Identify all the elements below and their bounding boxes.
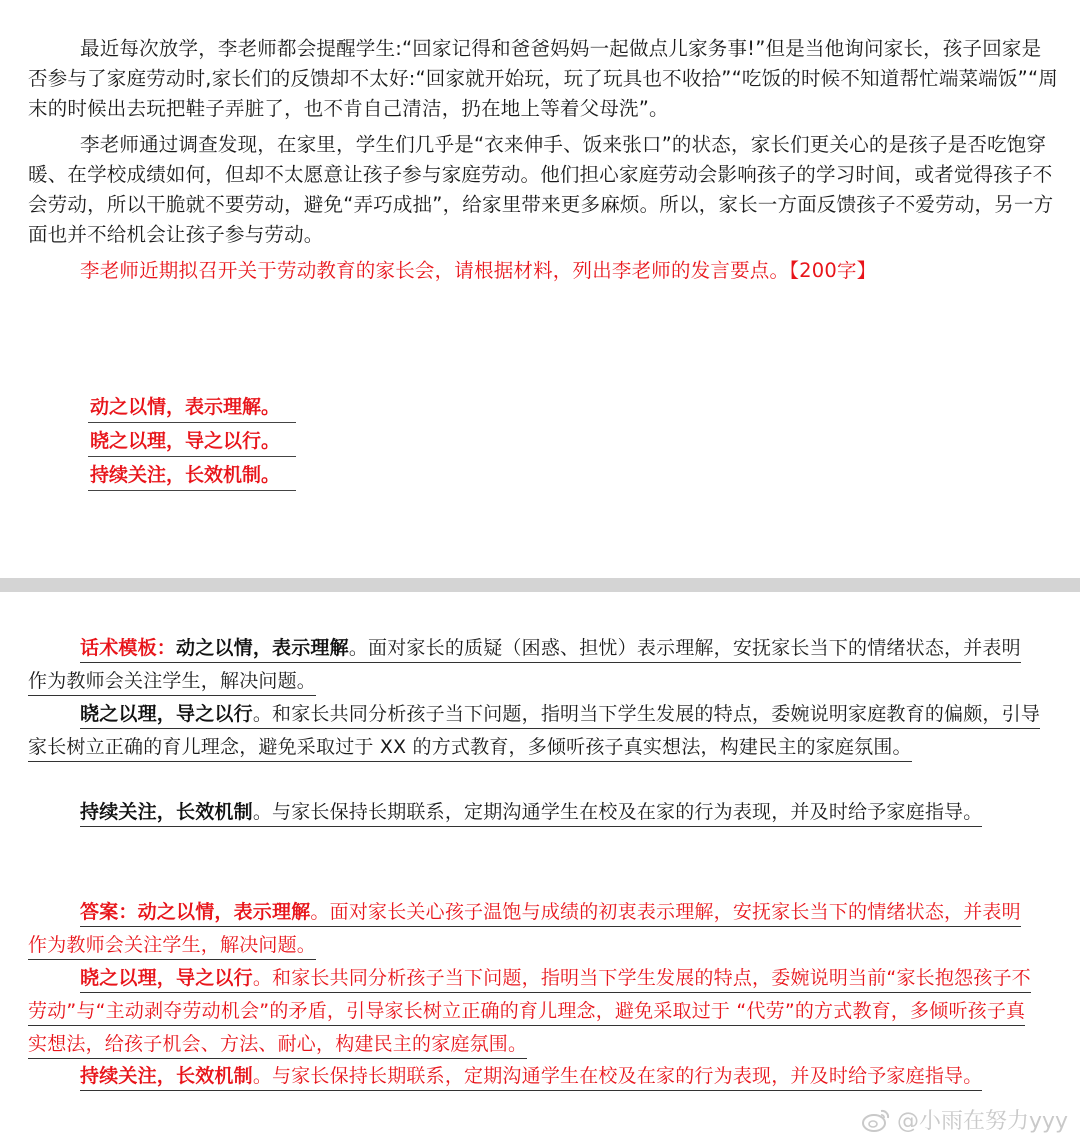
answer-point-1 xyxy=(28,896,1040,962)
watermark-text: @小雨在努力yyy xyxy=(896,1109,1068,1134)
answer-point-3-body: 。与家长保持长期联系，定期沟通学生在校及在家的行为表现，并及时给予家庭指导。 xyxy=(252,1065,983,1087)
answer-point-3 xyxy=(28,1060,1040,1093)
answer-point-2 xyxy=(28,962,1040,1061)
template-point-2 xyxy=(28,698,1040,764)
answer-point-3-lead: 持续关注，长效机制 xyxy=(80,1065,253,1087)
template-point-3-lead: 持续关注，长效机制 xyxy=(80,801,253,823)
answer-point-2-body: 。和家长共同分析孩子当下问题，指明当下学生发展的特点，委婉说明当前“家长抱怨孩子不劳动”与“主动剥夺劳动机会”的矛盾，引导家长树立正确的育儿理念，避免采取过于 “代劳”的方式教育，多倾听孩子真实想法，给孩子机会、方法、耐心，构建民主的家庭氛围。 xyxy=(28,967,1031,1055)
weibo-logo-icon xyxy=(861,1107,891,1133)
answer-page xyxy=(0,592,1080,1147)
template-point-3-body: 。与家长保持长期联系，定期沟通学生在校及在家的行为表现，并及时给予家庭指导。 xyxy=(252,801,983,823)
material-paragraph-1: 最近每次放学，李老师都会提醒学生:“回家记得和爸爸妈妈一起做点儿家务事!”但是当他询问家长，孩子回家是否参与了家庭劳动时,家长们的反馈却不太好:“回家就开始玩，玩了玩具也不收拾”“吃饭的时候不知道帮忙端菜端饭”“周末的时候出去玩把鞋子弄脏了，也不肯自己清洁，扔在地上等着父母洗”。 xyxy=(28,37,1058,120)
template-prefix: 话术模板： xyxy=(80,637,177,659)
template-point-1-lead: 动之以情，表示理解 xyxy=(176,637,349,659)
key-point-3: 持续关注，长效机制。 xyxy=(88,460,296,491)
key-point-1: 动之以情，表示理解。 xyxy=(88,392,296,423)
template-point-2-lead: 晓之以理，导之以行 xyxy=(80,703,253,725)
key-point-2: 晓之以理，导之以行。 xyxy=(88,426,296,457)
template-point-1 xyxy=(28,632,1040,698)
template-point-2-body: 。和家长共同分析孩子当下问题，指明当下学生发展的特点，委婉说明家庭教育的偏颇，引导家长树立正确的育儿理念，避免采取过于 XX 的方式教育，多倾听孩子真实想法，构建民主的家庭氛围。 xyxy=(28,703,1041,758)
answer-point-2-lead: 晓之以理，导之以行 xyxy=(80,967,253,989)
weibo-watermark xyxy=(861,1104,1068,1135)
template-point-1-body: 。面对家长的质疑（困惑、担忧）表示理解，安抚家长当下的情绪状态，并表明作为教师会关注学生，解决问题。 xyxy=(28,637,1021,692)
material-paragraph-2: 李老师通过调查发现，在家里，学生们几乎是“衣来伸手、饭来张口”的状态，家长们更关心的是孩子是否吃饱穿暖、在学校成绩如何，但却不太愿意让孩子参与家庭劳动。他们担心家庭劳动会影响孩子的学习时间，或者觉得孩子不会劳动，所以干脆就不要劳动，避免“弄巧成拙”，给家里带来更多麻烦。所以，家长一方面反馈孩子不爱劳动，另一方面也并不给机会让孩子参与劳动。 xyxy=(28,133,1054,246)
question-prompt: 李老师近期拟召开关于劳动教育的家长会，请根据材料，列出李老师的发言要点。【200字】 xyxy=(80,259,877,282)
page-divider xyxy=(0,578,1080,592)
template-point-3 xyxy=(28,796,1040,829)
answer-point-1-body: 。面对家长关心孩子温饱与成绩的初衷表示理解，安抚家长当下的情绪状态，并表明作为教师会关注学生，解决问题。 xyxy=(28,901,1021,956)
answer-point-1-lead: 动之以情，表示理解 xyxy=(137,901,311,923)
answer-prefix: 答案： xyxy=(80,901,138,923)
